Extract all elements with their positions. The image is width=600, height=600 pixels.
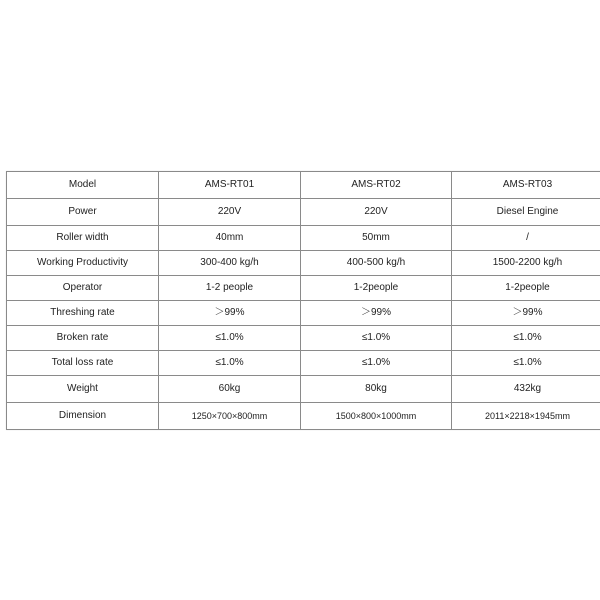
table-cell: 50mm	[301, 226, 452, 251]
row-label: Working Productivity	[7, 251, 159, 276]
row-label: Weight	[7, 376, 159, 403]
row-label: Dimension	[7, 403, 159, 430]
table-cell: 1500-2200 kg/h	[452, 251, 600, 276]
row-label: Power	[7, 199, 159, 226]
table-cell: 1-2people	[301, 276, 452, 301]
table-cell: AMS-RT02	[301, 172, 452, 199]
table-cell: 1500×800×1000mm	[301, 403, 452, 430]
table-cell: ≤1.0%	[159, 326, 301, 351]
table-cell: AMS-RT01	[159, 172, 301, 199]
table-cell: ＞99%	[301, 301, 452, 326]
table-cell: ≤1.0%	[301, 351, 452, 376]
table-row-weight	[7, 376, 600, 403]
row-label: Model	[7, 172, 159, 199]
table-row-model	[7, 172, 600, 199]
table-cell: 220V	[159, 199, 301, 226]
table-cell: ＞99%	[452, 301, 600, 326]
table-cell: 1-2 people	[159, 276, 301, 301]
row-label: Operator	[7, 276, 159, 301]
table-row-broken-rate	[7, 326, 600, 351]
row-label: Broken rate	[7, 326, 159, 351]
table-cell: Diesel Engine	[452, 199, 600, 226]
table-cell: AMS-RT03	[452, 172, 600, 199]
table-row-threshing-rate	[7, 301, 600, 326]
table-cell: 400-500 kg/h	[301, 251, 452, 276]
table-row-power	[7, 199, 600, 226]
table-cell: 1250×700×800mm	[159, 403, 301, 430]
table-cell: 80kg	[301, 376, 452, 403]
table-cell: ≤1.0%	[452, 326, 600, 351]
table-cell: 40mm	[159, 226, 301, 251]
table-row-total-loss-rate	[7, 351, 600, 376]
table-cell: 2011×2218×1945mm	[452, 403, 600, 430]
table-row-operator	[7, 276, 600, 301]
table-cell: 1-2people	[452, 276, 600, 301]
table-cell: 300-400 kg/h	[159, 251, 301, 276]
table-cell: /	[452, 226, 600, 251]
table-cell: 60kg	[159, 376, 301, 403]
row-label: Total loss rate	[7, 351, 159, 376]
table-cell: 220V	[301, 199, 452, 226]
table-cell: ≤1.0%	[159, 351, 301, 376]
table-row-dimension	[7, 403, 600, 430]
spec-table	[6, 171, 600, 430]
row-label: Threshing rate	[7, 301, 159, 326]
table-cell: ≤1.0%	[301, 326, 452, 351]
row-label: Roller width	[7, 226, 159, 251]
table-cell: ＞99%	[159, 301, 301, 326]
table-cell: 432kg	[452, 376, 600, 403]
table-cell: ≤1.0%	[452, 351, 600, 376]
table-row-working-productivity	[7, 251, 600, 276]
table-row-roller-width	[7, 226, 600, 251]
